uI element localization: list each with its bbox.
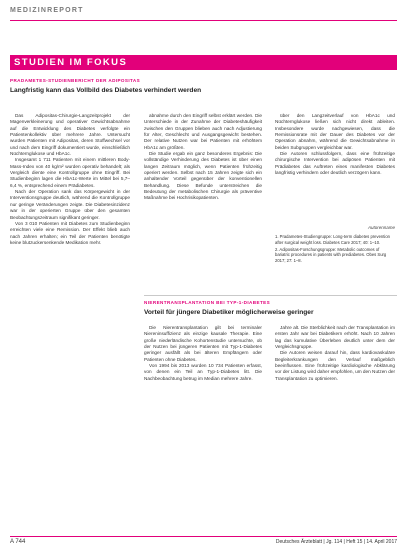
article2-kicker: NIERENTRANSPLANTATION BEI TYP-1-DIABETES xyxy=(144,300,271,305)
paragraph: Das Adipositas-Chirurgie-Langzeitprojekt der Magenverkleinerung und operativer Gewichtsabnahme auf die Entwicklung des Diabetes verfolgte ein Patientenkollektiv über mehrere Jahre. Untersucht wurden Patienten mit Adipositas, deren Stoffwechsel vor und nach dem Eingriff dokumentiert wurde, einschließlich Nüchternglukose und HbA1c. xyxy=(10,113,130,157)
article1-column-3 xyxy=(275,113,395,223)
section-title-band xyxy=(10,55,397,70)
paragraph: Von 1994 bis 2013 wurden 10 734 Patienten erfasst, von denen ein Teil an Typ-1-Diabetes litt. Die Nachbeobachtung betrug im Median mehrere Jahre. xyxy=(144,363,262,381)
page-number: A 744 xyxy=(10,539,26,545)
article1-author: Autorenname xyxy=(367,225,395,230)
section-title: STUDIEN IM FOKUS xyxy=(14,57,128,68)
article1-references xyxy=(275,234,395,292)
article2-column-2 xyxy=(275,325,395,530)
paragraph: Jahre alt. Die Sterblichkeit nach der Transplantation im ersten Jahr war bei Diabetikern erhöht. Nach 10 Jahren lag das kumulative Überleben deutlich unter dem der Vergleichsgruppe. xyxy=(275,325,395,350)
article1-column-1 xyxy=(10,113,130,529)
paragraph: Die Autoren weisen darauf hin, dass kardiovaskuläre Begleiterkrankungen den Verlauf maßgeblich beeinflussen. Eine frühzeitige kardiologische Abklärung vor der Listung wird daher empfohlen, um den Nutzen der Transplantation zu optimieren. xyxy=(275,350,395,381)
footer-rule xyxy=(10,536,397,537)
article1-kicker: PRADAMETES-STUDIENBERICHT DER ADIPOSITAS xyxy=(10,78,141,83)
paragraph: Nach der Operation sank das Körpergewicht in der Interventionsgruppe deutlich, während die Kontrollgruppe nur geringe Veränderungen zeigte. Die Diabetesinzidenz war in der operierten Gruppe über den gesamten Beobachtungszeitraum signifikant geringer. xyxy=(10,189,130,220)
paragraph: abnahme durch den Eingriff selbst erklärt werden. Die Unterschiede in der Zunahme der Diabeteshäufigkeit zwischen den Gruppen blieben auch nach Adjustierung für Alter, Geschlecht und Ausgangsgewicht bestehen. Der relative Nutzen war bei Patienten mit erhöhtem HbA1c am größten. xyxy=(144,113,262,150)
section-rubric: MEDIZINREPORT xyxy=(10,7,84,14)
paragraph: Die Nierentransplantation gilt bei terminaler Niereninsuffizienz als einzige kausale Therapie. Eine große niederländische Kohortenstudie untersuchte, ob der Nutzen bei jüngeren Patienten mit Typ-1-Diabetes geringer ausfällt als bei älteren Empfängern oder Patienten ohne Diabetes. xyxy=(144,325,262,362)
paragraph: Von 3 010 Patienten mit Diabetes zum Studienbeginn erreichten viele eine Remission. Der Effekt blieb auch nach Jahren erhalten; ein Teil der Patienten benötigte keine blutzuckersenkende Medikation mehr. xyxy=(10,220,130,245)
article-separator xyxy=(144,295,397,296)
journal-citation: Deutsches Ärzteblatt | Jg. 114 | Heft 15 | 14. April 2017 xyxy=(275,539,397,545)
header-rule xyxy=(10,20,397,21)
paragraph: Insgesamt 1 711 Patienten mit einem mittleren Body-Mass-Index von 40 kg/m² wurden operativ behandelt; als Vergleich diente eine Kontrollgruppe ohne Eingriff. Bei Studienbeginn lagen die HbA1c-Werte im Mittel bei 5,7–6,4 %, entsprechend einem Prädiabetes. xyxy=(10,157,130,188)
paragraph: Die Autoren schlussfolgern, dass eine frühzeitige chirurgische Intervention bei adipösen Patienten mit Prädiabetes das Auftreten eines manifesten Diabetes langfristig verhindern oder deutlich verzögern kann. xyxy=(275,151,395,176)
article1-column-2 xyxy=(144,113,262,283)
article2-headline: Vorteil für jüngere Diabetiker möglicherweise geringer xyxy=(144,309,314,316)
article2-column-1 xyxy=(144,325,262,530)
reference-item: 1. Pradametes-Studiengruppe: Long-term diabetes prevention after surgical weight loss. Diabetes Care 2017; 40: 1–10. xyxy=(275,234,390,245)
article1-headline: Langfristig kann das Vollbild des Diabetes verhindert werden xyxy=(10,87,202,94)
reference-item: 2. Adipositas-Forschungsgruppe: Metabolic outcomes of bariatric procedures in patients with prediabetes. Obes Surg 2017; 27: 1–8. xyxy=(275,246,387,264)
paragraph: Die Studie ergab ein ganz besonderes Ergebnis: Die vollständige Verhinderung des Diabetes ist über einen langen Zeitraum möglich, wenn Patienten frühzeitig operiert werden. Selbst nach 15 Jahren zeigte sich ein anhaltender Vorteil gegenüber der konventionellen Behandlung. Diese Befunde unterstreichen die Bedeutung der metabolischen Chirurgie als präventive Maßnahme bei Hochrisikopatienten. xyxy=(144,151,262,201)
paragraph: über den Langzeitverlauf von HbA1c und Nüchternglukose ließen sich nicht direkt ableiten. Insbesondere wurde nachgewiesen, dass die Remissionsrate mit der Dauer des Diabetes vor der Operation abnahm, während die Gewichtsabnahme in beiden Subgruppen vergleichbar war. xyxy=(275,113,395,150)
